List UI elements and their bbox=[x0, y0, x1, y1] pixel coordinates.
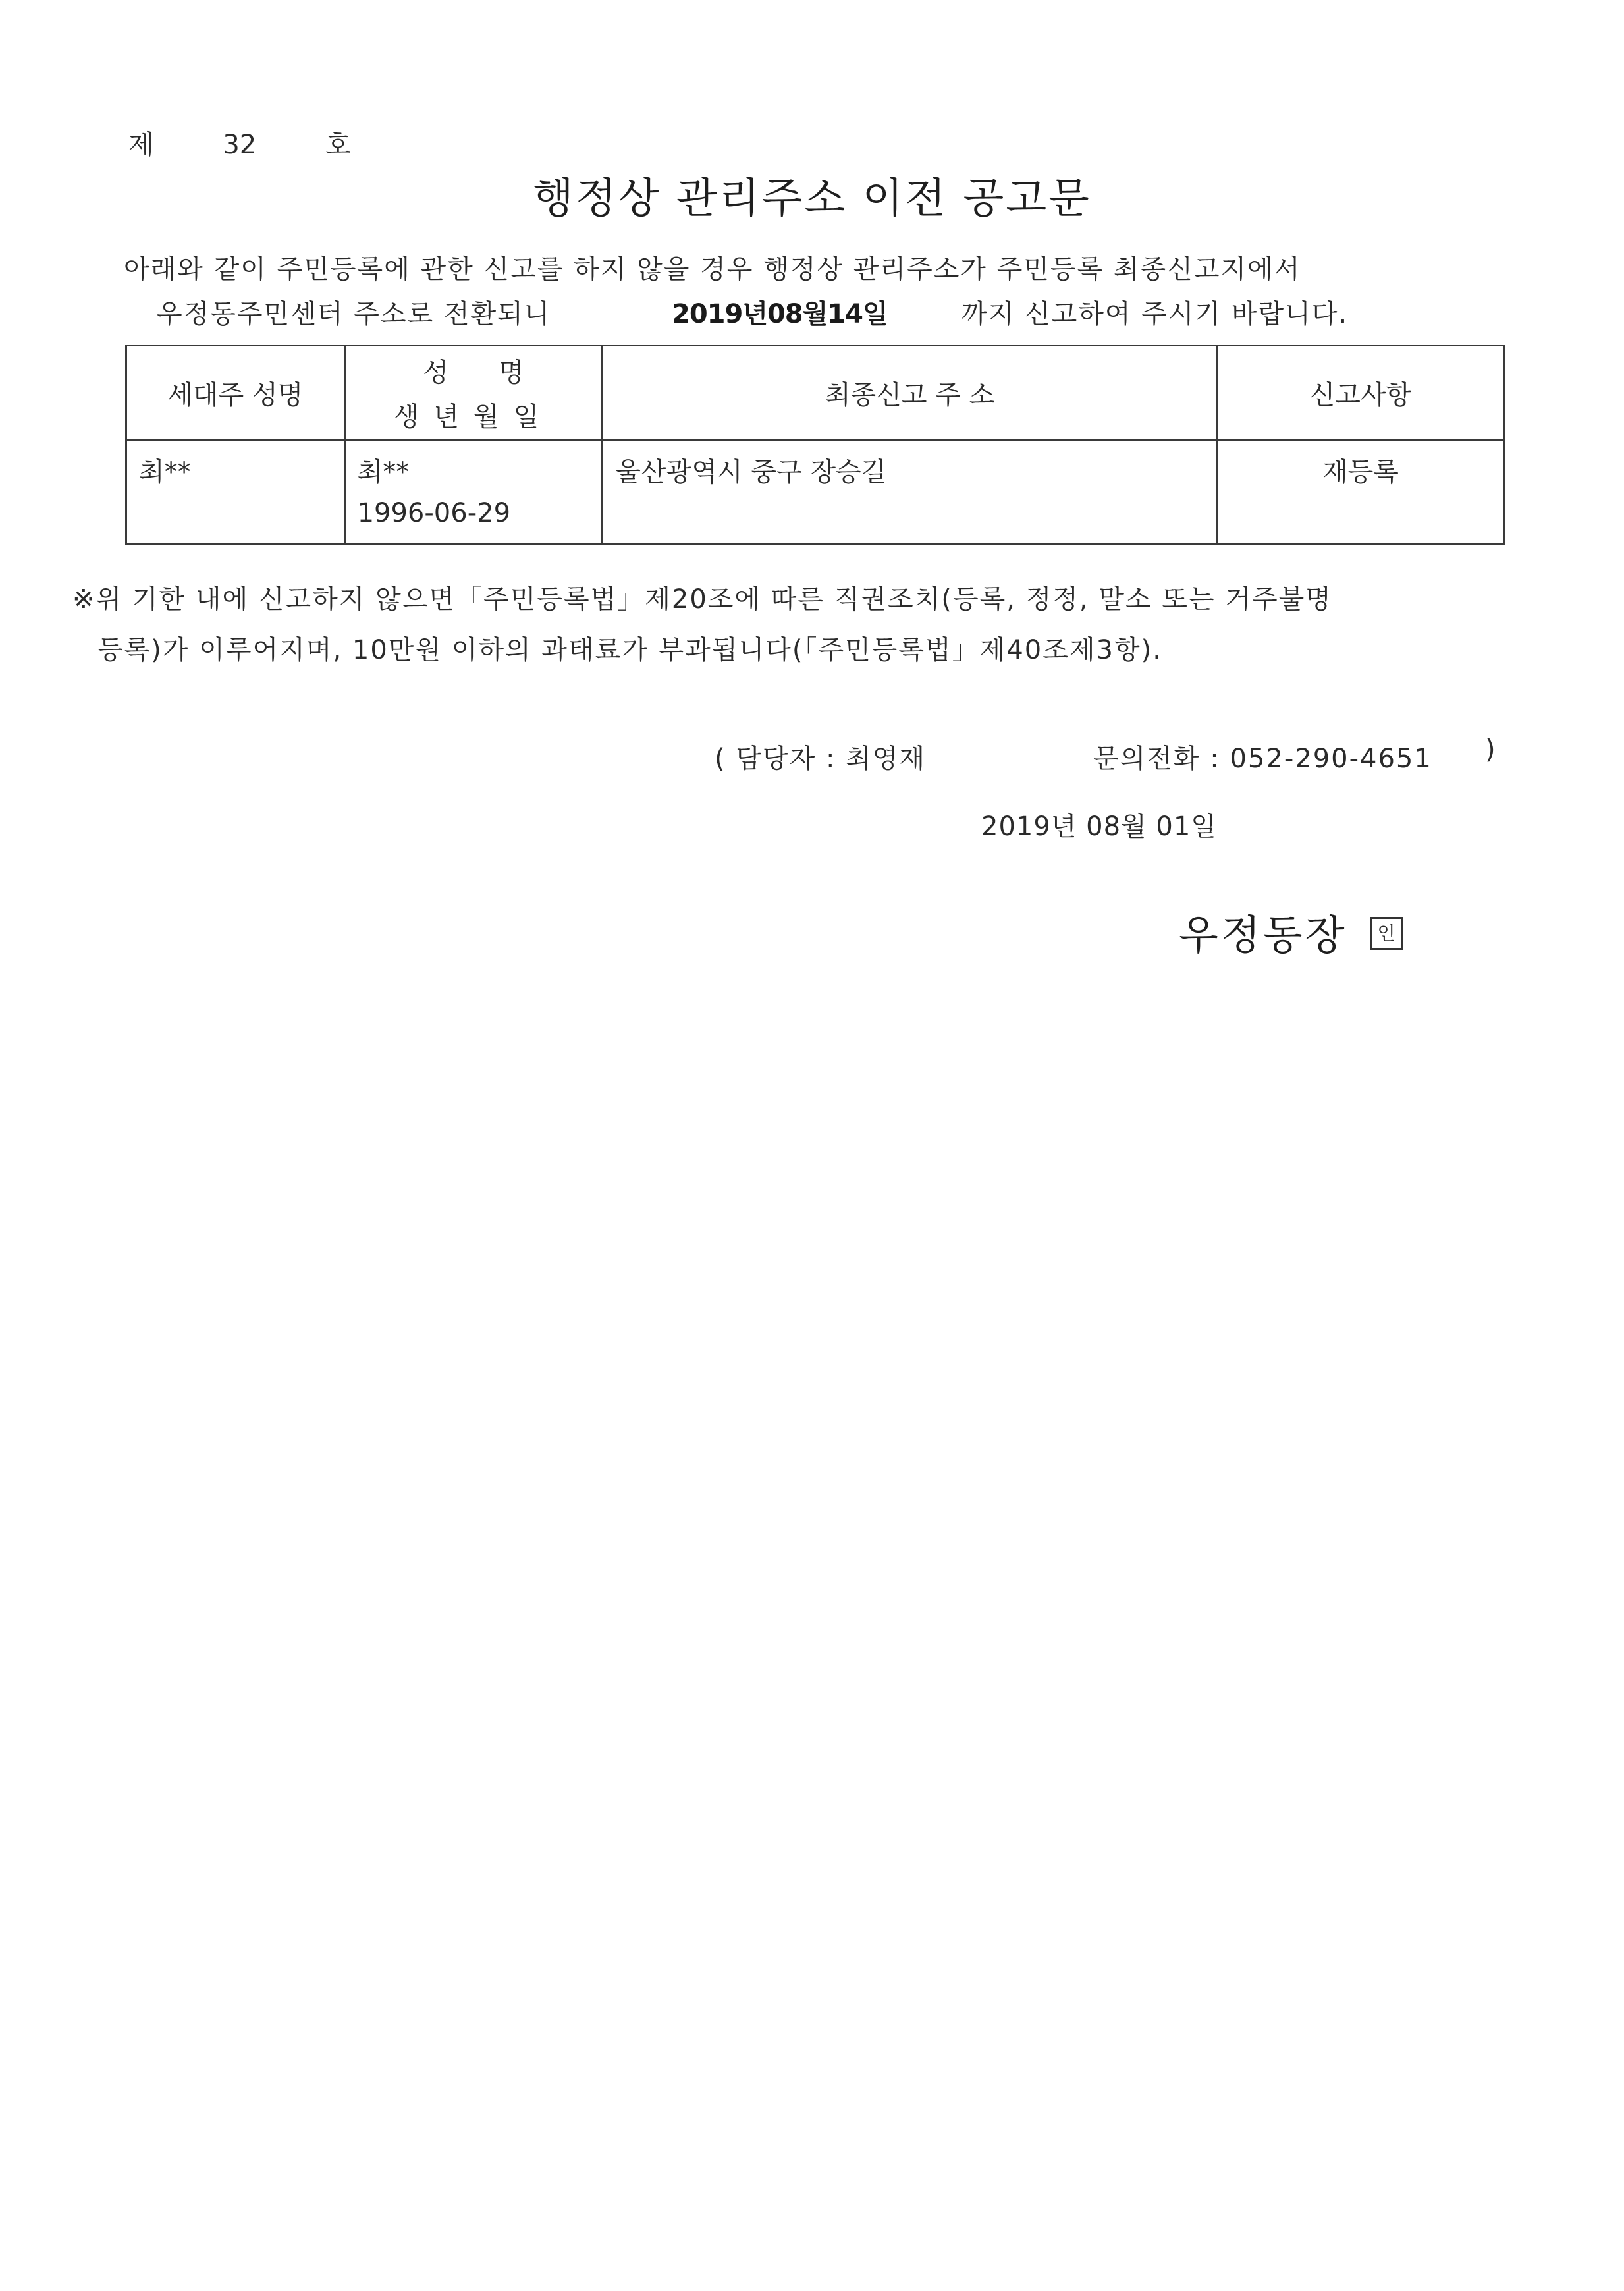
document-number-value: 32 bbox=[223, 130, 257, 160]
table-header-row bbox=[126, 346, 1504, 440]
issuer-name: 우정동장 bbox=[1179, 911, 1347, 959]
contact-phone: 문의전화 : 052-290-4651 bbox=[1093, 744, 1432, 774]
page-title: 행정상 관리주소 이전 공고문 bbox=[533, 175, 1091, 223]
header-householder: 세대주 성명 bbox=[126, 346, 345, 440]
notice-table bbox=[125, 345, 1505, 545]
intro-line-1: 아래와 같이 주민등록에 관한 신고를 하지 않을 경우 행정상 관리주소가 주민등록 최종신고지에서 bbox=[124, 254, 1301, 285]
deadline-date: 2019년08월14일 bbox=[672, 299, 888, 329]
note-line-1: ※위 기한 내에 신고하지 않으면「주민등록법」제20조에 따른 직권조치(등록, 정정, 말소 또는 거주불명 bbox=[72, 584, 1332, 615]
contact-person: ( 담당자 : 최영재 bbox=[715, 744, 927, 774]
cell-householder: 최** bbox=[126, 440, 345, 545]
seal-stamp: 인 bbox=[1370, 917, 1403, 950]
intro-line-2-end: 까지 신고하여 주시기 바랍니다. bbox=[961, 299, 1349, 329]
intro-line-2: 우정동주민센터 주소로 전환되니 bbox=[157, 299, 551, 329]
header-name-birth bbox=[344, 346, 603, 440]
document-number-suffix: 호 bbox=[325, 130, 351, 160]
cell-birth: 1996-06-29 bbox=[357, 498, 511, 528]
contact-close-paren: ) bbox=[1485, 734, 1496, 765]
header-address: 최종신고 주 소 bbox=[603, 346, 1217, 440]
document-number-prefix: 제 bbox=[128, 130, 154, 160]
document-number bbox=[128, 124, 351, 161]
header-name: 성 명 bbox=[423, 358, 524, 388]
cell-name-birth bbox=[344, 440, 603, 545]
cell-address: 울산광역시 중구 장승길 bbox=[603, 440, 1217, 545]
table-row bbox=[126, 440, 1504, 545]
header-report: 신고사항 bbox=[1217, 346, 1503, 440]
header-birth: 생년월일 bbox=[393, 402, 554, 432]
issue-date: 2019년 08월 01일 bbox=[981, 812, 1217, 842]
cell-name: 최** bbox=[357, 457, 410, 487]
note-line-2: 등록)가 이루어지며, 10만원 이하의 과태료가 부과됩니다(「주민등록법」제40조제3항). bbox=[97, 635, 1162, 665]
cell-report: 재등록 bbox=[1217, 440, 1503, 545]
